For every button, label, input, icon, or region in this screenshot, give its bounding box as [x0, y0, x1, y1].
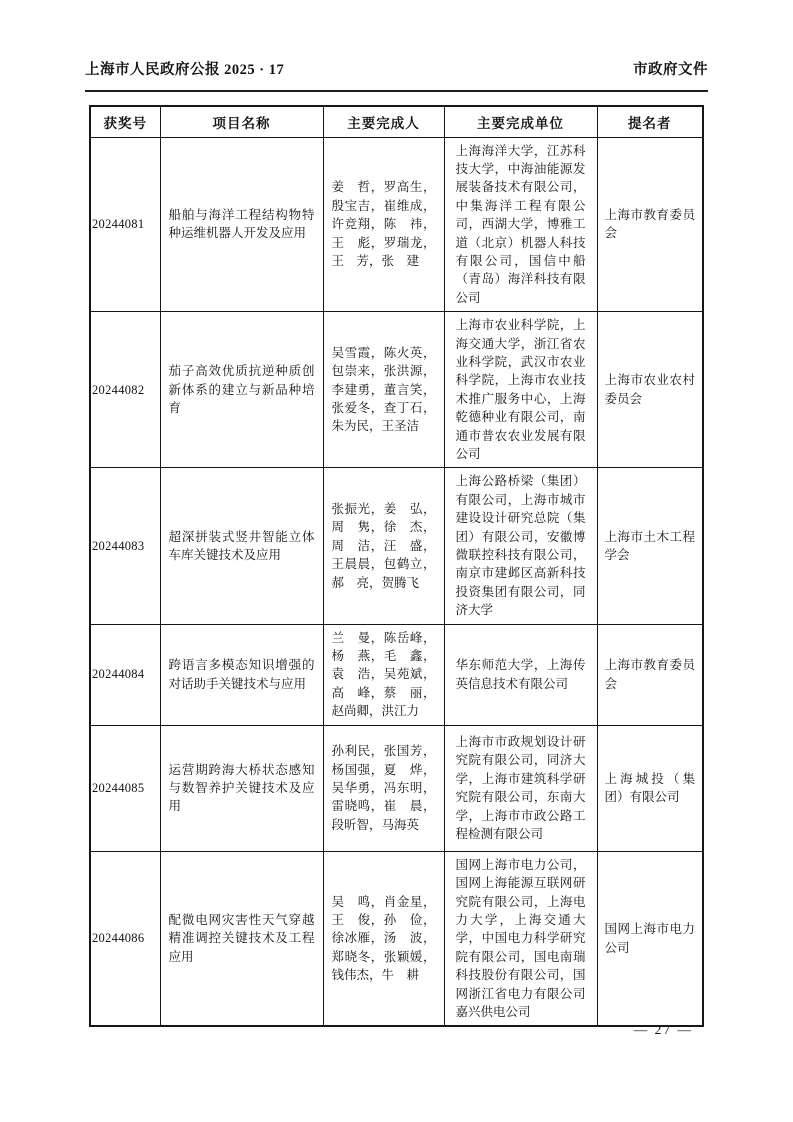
awards-table: [89, 105, 704, 1027]
awards-table-body: [90, 137, 703, 1026]
table-row: [90, 312, 703, 468]
table-row: [90, 137, 703, 312]
table-row: [90, 468, 703, 624]
cell-main-contributors: 姜 哲，罗高生，殷宝吉，崔维成，许竞翔，陈 祎，王 彪，罗瑞龙，王 芳，张 建: [323, 137, 444, 312]
cell-main-contributors: 吴雪霞，陈火英，包崇来，张洪源，李建勇，董言笑，张爱冬，查丁石，朱为民，王圣洁: [323, 312, 444, 468]
col-header-main-contributors: 主要完成人: [323, 106, 444, 137]
cell-award-id: 20244085: [90, 725, 160, 851]
cell-nominator: 国网上海市电力公司: [597, 851, 703, 1026]
cell-main-contributors: 吴 鸣，肖金星，王 俊，孙 俭，徐冰雁，汤 波，郑晓冬，张颖媛，钱伟杰，牛 耕: [323, 851, 444, 1026]
cell-main-units: 国网上海市电力公司，国网上海能源互联网研究院有限公司，上海电力大学，上海交通大学，中国电力科学研究院有限公司，国电南瑞科技股份有限公司，国网浙江省电力有限公司嘉兴供电公司: [444, 851, 597, 1026]
cell-main-units: 上海公路桥梁（集团）有限公司，上海市城市建设设计研究总院（集团）有限公司，安徽博微联控科技有限公司，南京市建邺区高新科技投资集团有限公司，同济大学: [444, 468, 597, 624]
col-header-project-name: 项目名称: [160, 106, 323, 137]
cell-award-id: 20244086: [90, 851, 160, 1026]
cell-main-units: 上海海洋大学，江苏科技大学，中海油能源发展装备技术有限公司，中集海洋工程有限公司，西湖大学，博雅工道（北京）机器人科技有限公司，国信中船（青岛）海洋科技有限公司: [444, 137, 597, 312]
cell-nominator: 上海市教育委员会: [597, 137, 703, 312]
col-header-nominator: 提名者: [597, 106, 703, 137]
col-header-main-units: 主要完成单位: [444, 106, 597, 137]
gazette-title: 上海市人民政府公报 2025 · 17: [85, 62, 285, 78]
table-row: [90, 624, 703, 725]
col-header-award-id: 获奖号: [90, 106, 160, 137]
cell-project-name: 跨语言多模态知识增强的对话助手关键技术与应用: [160, 624, 323, 725]
cell-nominator: 上海市农业农村委员会: [597, 312, 703, 468]
cell-project-name: 茄子高效优质抗逆种质创新体系的建立与新品种培育: [160, 312, 323, 468]
cell-main-units: 上海市市政规划设计研究院有限公司，同济大学，上海市建筑科学研究院有限公司，东南大学，上海市市政公路工程检测有限公司: [444, 725, 597, 851]
cell-nominator: 上海城投（集团）有限公司: [597, 725, 703, 851]
cell-main-contributors: 张振光，姜 弘，周 隽，徐 杰，周 洁，汪 盛，王晨晨，包鹤立，郝 亮，贺腾飞: [323, 468, 444, 624]
cell-nominator: 上海市土木工程学会: [597, 468, 703, 624]
awards-table-header: [90, 106, 703, 137]
table-row: [90, 851, 703, 1026]
cell-project-name: 船舶与海洋工程结构物特种运维机器人开发及应用: [160, 137, 323, 312]
cell-nominator: 上海市教育委员会: [597, 624, 703, 725]
page-header: [85, 0, 708, 80]
cell-award-id: 20244083: [90, 468, 160, 624]
section-label: 市政府文件: [633, 62, 708, 78]
cell-main-contributors: 孙利民，张国芳，杨国强，夏 烨，吴华勇，冯东明，雷晓鸣，崔 晨，段昕智，马海英: [323, 725, 444, 851]
cell-project-name: 超深拼装式竖井智能立体车库关键技术及应用: [160, 468, 323, 624]
cell-main-contributors: 兰 曼，陈岳峰，杨 燕，毛 鑫，袁 浩，吴苑斌，高 峰，蔡 丽，赵尚卿，洪江力: [323, 624, 444, 725]
cell-award-id: 20244081: [90, 137, 160, 312]
header-rule: [85, 90, 708, 92]
cell-project-name: 运营期跨海大桥状态感知与数智养护关键技术及应用: [160, 725, 323, 851]
cell-main-units: 华东师范大学，上海传英信息技术有限公司: [444, 624, 597, 725]
cell-award-id: 20244082: [90, 312, 160, 468]
cell-award-id: 20244084: [90, 624, 160, 725]
cell-main-units: 上海市农业科学院，上海交通大学，浙江省农业科学院，武汉市农业科学院，上海市农业技术推广服务中心，上海乾德种业有限公司，南通市普农农业发展有限公司: [444, 312, 597, 468]
page-number: — 27 —: [633, 1022, 693, 1037]
table-row: [90, 725, 703, 851]
cell-project-name: 配微电网灾害性天气穿越精准调控关键技术及工程应用: [160, 851, 323, 1026]
header-row: [90, 106, 703, 137]
